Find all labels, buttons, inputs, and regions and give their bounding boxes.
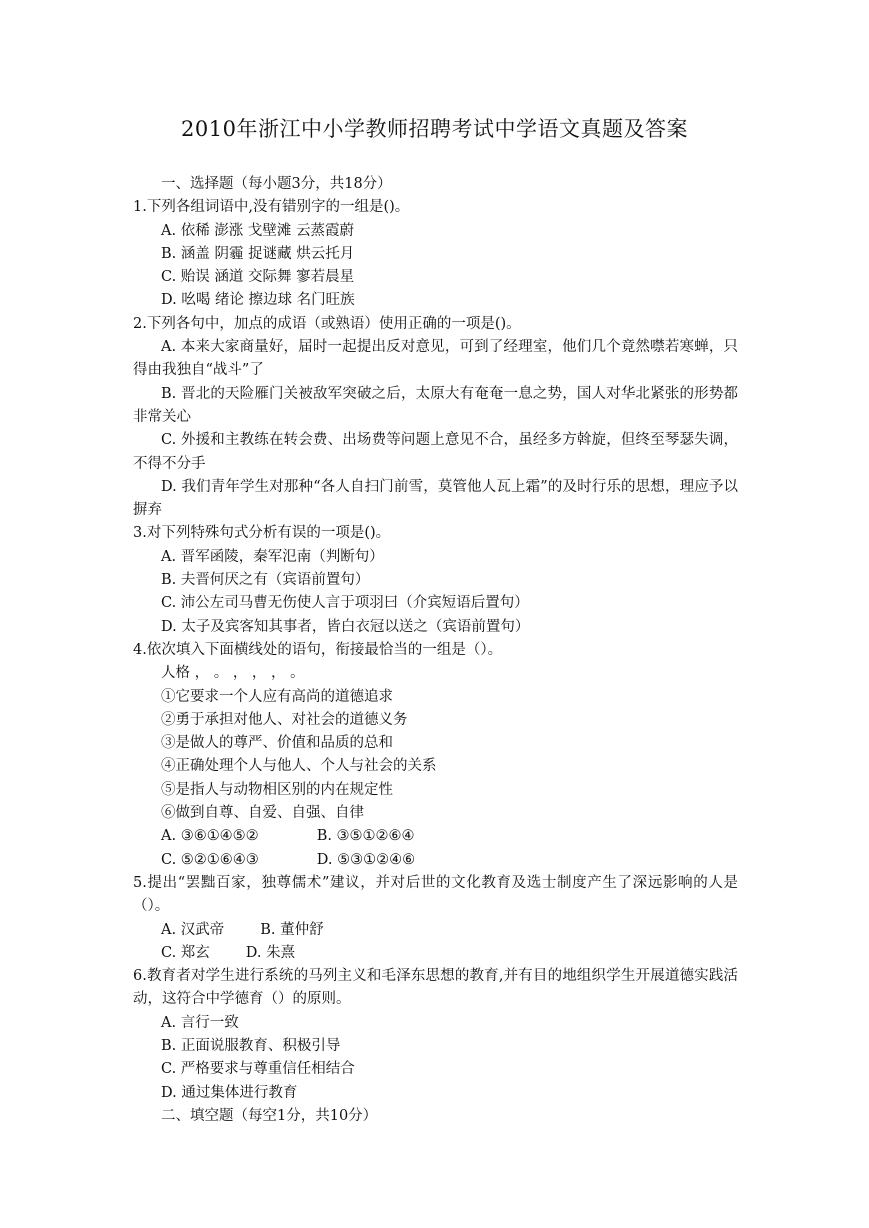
question-4-options-row-2 bbox=[133, 849, 738, 872]
question-4-options-row-1 bbox=[133, 825, 738, 848]
question-5-options-row-1 bbox=[133, 919, 738, 942]
question-1-option-d: D. 吆喝 绪论 擦边球 名门旺族 bbox=[161, 292, 355, 309]
question-4-sentence-5: ⑤是指人与动物相区别的内在规定性 bbox=[161, 781, 393, 798]
question-1-option-b: B. 涵盖 阴霾 捉谜藏 烘云托月 bbox=[161, 245, 355, 262]
question-6-option-a: A. 言行一致 bbox=[161, 1014, 239, 1031]
question-2-option-d: D. 我们青年学生对那种“各人自扫门前雪，莫管他人瓦上霜”的及时行乐的思想，理应予以摒弃 bbox=[133, 478, 738, 519]
document-title: 2010年浙江中小学教师招聘考试中学语文真题及答案 bbox=[181, 117, 688, 141]
question-4-option-a: A. ③⑥①④⑤② bbox=[161, 828, 259, 845]
question-3-option-c: C. 沛公左司马曹无伤使人言于项羽曰（介宾短语后置句） bbox=[161, 595, 529, 612]
question-2-option-c: C. 外援和主教练在转会费、出场费等问题上意见不合，虽经多方斡旋，但终至琴瑟失调，不得不分手 bbox=[133, 432, 738, 472]
section-heading-fill-blank: 二、填空题（每空1分，共10分） bbox=[161, 1107, 378, 1124]
question-6-option-b: B. 正面说服教育、积极引导 bbox=[161, 1037, 341, 1054]
question-1-option-c: C. 贻误 涵道 交际舞 寥若晨星 bbox=[161, 269, 355, 286]
question-6-option-d: D. 通过集体进行教育 bbox=[161, 1084, 298, 1101]
question-5-options-row-2 bbox=[133, 942, 738, 965]
question-4-option-c: C. ⑤②①⑥④③ bbox=[161, 851, 259, 868]
question-2-option-b: B. 晋北的天险雁门关被敌军突破之后，太原大有奄奄一息之势，国人对华北紧张的形势都非常关心 bbox=[133, 385, 738, 425]
question-4-option-b: B. ③⑤①②⑥④ bbox=[316, 828, 415, 845]
question-4-sentence-3: ③是做人的尊严、价值和品质的总和 bbox=[161, 735, 393, 752]
question-4-sentence-1: ①它要求一个人应有高尚的道德追求 bbox=[161, 688, 393, 705]
question-5-option-c: C. 郑玄 bbox=[161, 944, 210, 961]
question-4-blank-line: 人格 ， 。 ， ， ， 。 bbox=[161, 665, 305, 682]
question-1-stem: 1.下列各组词语中,没有错别字的一组是()。 bbox=[133, 199, 410, 216]
question-6-option-c: C. 严格要求与尊重信任相结合 bbox=[161, 1061, 355, 1078]
question-1-option-a: A. 依稀 澎涨 戈壁滩 云蒸霞蔚 bbox=[161, 222, 355, 239]
question-3-stem: 3.对下列特殊句式分析有误的一项是()。 bbox=[133, 525, 391, 542]
question-6-stem: 6.教育者对学生进行系统的马列主义和毛泽东思想的教育,并有目的地组织学生开展道德实践活动，这符合中学德育（）的原则。 bbox=[133, 968, 738, 1008]
document-body bbox=[133, 173, 738, 1128]
question-5-option-d: D. 朱熹 bbox=[245, 944, 296, 961]
question-4-option-d: D. ⑤③①②④⑥ bbox=[316, 851, 416, 868]
question-4-sentence-6: ⑥做到自尊、自爱、自强、自律 bbox=[161, 805, 364, 822]
question-4-stem: 4.依次填入下面横线处的语句，衔接最恰当的一组是（）。 bbox=[133, 641, 503, 658]
question-5-stem: 5.提出“罢黜百家，独尊儒术”建议，并对后世的文化教育及选士制度产生了深远影响的人是（）。 bbox=[133, 874, 738, 915]
question-4-sentence-4: ④正确处理个人与他人、个人与社会的关系 bbox=[161, 758, 437, 775]
question-4-sentence-2: ②勇于承担对他人、对社会的道德义务 bbox=[161, 711, 408, 728]
question-3-option-b: B. 夫晋何厌之有（宾语前置句） bbox=[161, 572, 370, 589]
question-2-option-a: A. 本来大家商量好，届时一起提出反对意见，可到了经理室，他们几个竟然噤若寒蝉，只得由我独自“战斗”了 bbox=[133, 339, 738, 379]
question-3-option-d: D. 太子及宾客知其事者，皆白衣冠以送之（宾语前置句） bbox=[161, 618, 530, 635]
question-2-stem: 2.下列各句中，加点的成语（或熟语）使用正确的一项是()。 bbox=[133, 315, 521, 332]
section-heading-choice: 一、选择题（每小题3分，共18分） bbox=[161, 176, 392, 192]
question-5-option-a: A. 汉武帝 bbox=[161, 921, 225, 938]
question-3-option-a: A. 晋军函陵，秦军氾南（判断句） bbox=[161, 548, 384, 565]
question-5-option-b: B. 董仲舒 bbox=[260, 921, 324, 938]
